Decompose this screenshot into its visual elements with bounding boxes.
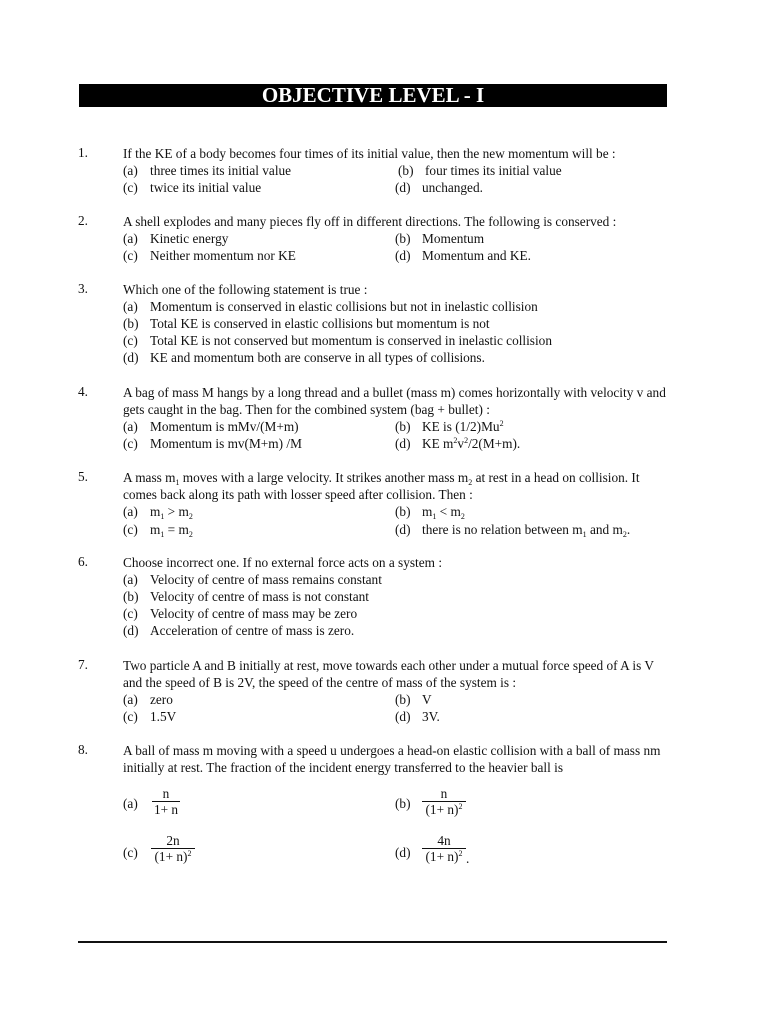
option-a: (a) Momentum is conserved in elastic collisions but not in inelastic collision [123,299,538,314]
option-a: (a) Velocity of centre of mass remains constant [123,572,382,587]
option-b: (b) four times its initial value [398,163,562,178]
footer-rule [78,941,667,943]
option-d: (d) Acceleration of centre of mass is zero. [123,623,355,638]
question-number: 4. [78,384,88,399]
option-b-label: (b) [395,796,411,811]
option-c: (c) $m_1 = m_2$ [123,522,193,539]
option-d: (d) there is no relation between $m_1$ and $m_2$. [395,522,631,539]
question-number: 8. [78,742,88,757]
option-b: (b) Momentum [395,231,485,246]
option-c: (c) Velocity of centre of mass may be zero [123,606,358,621]
option-a: (a) three times its initial value [123,163,292,178]
page-title: OBJECTIVE LEVEL - I [79,84,667,107]
question-stem: Two particle A and B initially at rest, move towards each other under a mutual force speed of A is V and the speed of B is 2V, the speed of the centre of mass of the system is : [123,658,654,690]
question-number: 6. [78,554,88,569]
option-d: (d) KE $m^2v^2/2(M+m)$. [395,436,521,451]
question-stem: A bag of mass M hangs by a long thread and a bullet (mass m) comes horizontally with velocity v and gets caught in the bag. Then for the combined system (bag + bullet) : [123,385,666,417]
option-b: (b) V [395,692,432,707]
option-c: (c) 1.5V [123,709,177,724]
question-stem: Choose incorrect one. If no external force acts on a system : [123,555,443,570]
option-c-label: (c) [123,845,138,860]
option-d: (d) Momentum and KE. [395,248,531,263]
option-a: (a) Momentum is mMv/(M+m) [123,419,299,434]
option-c: (c) Neither momentum nor KE [123,248,296,263]
option-b: (b) Total KE is conserved in elastic collisions but momentum is not [123,316,490,331]
option-a: (a) $m_1 > m_2$ [123,504,193,521]
option-a-fraction: n 1+ n [153,786,179,817]
option-b: (b) Velocity of centre of mass is not constant [123,589,369,604]
option-d-label: (d) [395,845,411,860]
question-number: 2. [78,213,88,228]
option-d: (d) unchanged. [395,180,483,195]
option-a: (a) Kinetic energy [123,231,229,246]
option-b: (b) KE is (1/2)Mu$^2$ [395,419,504,434]
option-d-period: . [466,851,470,866]
option-c-fraction: 2n $(1+ n)^2$ [151,833,195,864]
question-stem: A ball of mass m moving with a speed u undergoes a head-on elastic collision with a ball of mass nm initially at rest. The fraction of the incident energy transferred to the heavier ball is [123,743,661,775]
option-c: (c) Momentum is mv(M+m) /M [123,436,302,451]
option-d: (d) 3V. [395,709,440,724]
option-d-fraction: 4n $(1+ n)^2$ [422,833,466,864]
option-b-fraction: n $(1+ n)^2$ [422,786,466,817]
option-a: (a) zero [123,692,173,707]
option-c: (c) twice its initial value [123,180,262,195]
option-c: (c) Total KE is not conserved but momentum is conserved in inelastic collision [123,333,552,348]
question-number: 3. [78,281,88,296]
option-b: (b) $m_1 < m_2$ [395,504,465,521]
option-a-label: (a) [123,796,138,811]
question-stem: A mass $m_1$ moves with a large velocity. It strikes another mass $m_2$ at rest in a head on collision. It comes back along its path with losser speed after collision. Then : [123,470,640,502]
question-stem: Which one of the following statement is true : [123,282,368,297]
question-number: 5. [78,469,88,484]
question-number: 7. [78,657,88,672]
question-stem: If the KE of a body becomes four times of its initial value, then the new momentum will be : [123,146,616,161]
question-number: 1. [78,145,88,160]
question-stem: A shell explodes and many pieces fly off in different directions. The following is conserved : [123,214,617,229]
option-d: (d) KE and momentum both are conserve in all types of collisions. [123,350,485,365]
